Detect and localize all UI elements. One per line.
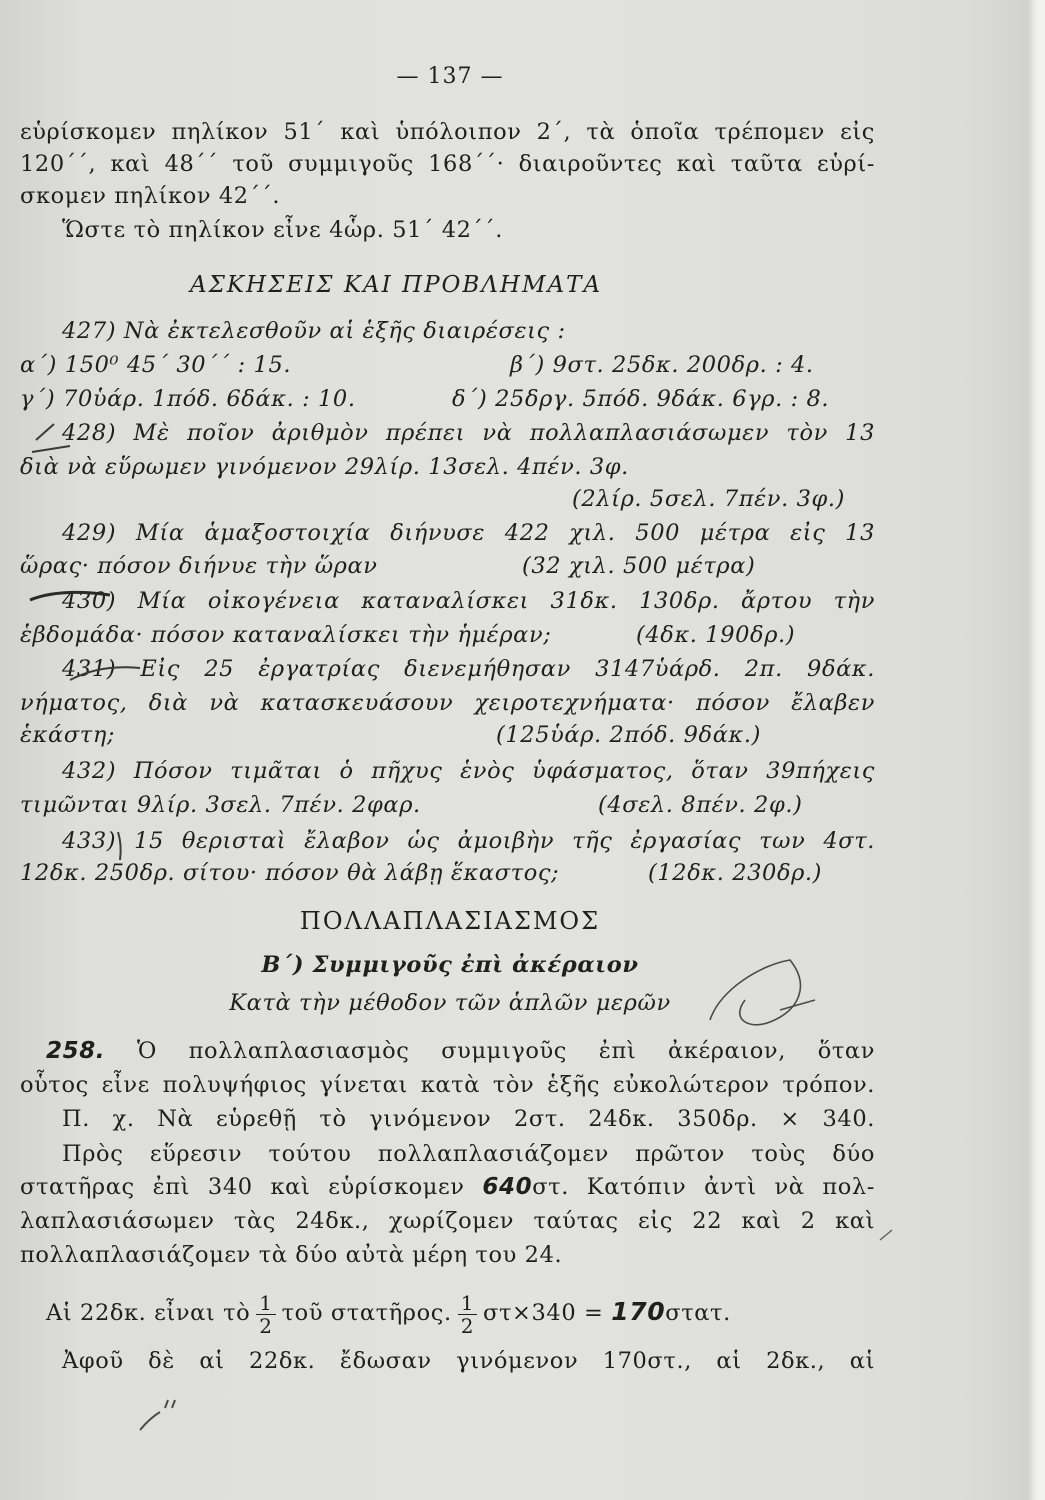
exercise-431-answer: (125ὑάρ. 2πόδ. 9δάκ.) [496, 722, 761, 748]
para-258-line-8-b: τοῦ στατῆρος. [281, 1300, 452, 1326]
para-258-line-3: Π. χ. Νὰ εὑρεθῇ τὸ γινόμενον 2στ. 24δκ. 350δρ. × 340. [62, 1106, 875, 1132]
fraction-numerator-2: 1 [458, 1292, 477, 1315]
para-258-line-1-text: Ὁ πολλαπλασιασμὸς συμμιγοῦς ἐπὶ ἀκέραιον, ὅταν [136, 1038, 875, 1064]
exercise-431-line-2: νήματος, διὰ νὰ κατασκευάσουν χειροτεχνήματα· πόσον ἔλαβεν [20, 690, 875, 716]
intro-line-4: Ὥστε τὸ πηλίκον εἶνε 4ὧρ. 51΄ 42΄΄. [62, 217, 503, 243]
para-258-line-5-c: στ. Κατόπιν ἀντὶ νὰ πολ- [532, 1174, 875, 1200]
pencil-mark-428 [32, 424, 70, 452]
exercises-heading: ΑΣΚΗΣΕΙΣ ΚΑΙ ΠΡΟΒΛΗΜΑΤΑ [190, 272, 603, 298]
exercise-428-line-1: 428) Μὲ ποῖον ἀριθμὸν πρέπει νὰ πολλαπλασιάσωμεν τὸν 13 [62, 420, 875, 446]
para-258-line-9: Ἀφοῦ δὲ αἱ 22δκ. ἔδωσαν γινόμενον 170στ., αἱ 2δκ., αἱ [62, 1348, 875, 1374]
pencil-mark-430 [30, 592, 110, 600]
pencil-mark-margin [880, 1230, 892, 1240]
fraction-denominator-2: 2 [460, 1313, 475, 1338]
section-title: ΠΟΛΛΑΠΛΑΣΙΑΣΜΟΣ [299, 907, 601, 935]
para-258-line-6: λαπλασιάσωμεν τὰς 24δκ., χωρίζομεν ταύτας εἰς 22 καὶ 2 καὶ [20, 1208, 875, 1234]
exercise-427-a: α΄) 150⁰ 45΄ 30΄΄ : 15. [20, 352, 292, 378]
intro-line-3: σκομεν πηλίκον 42΄΄. [20, 183, 281, 209]
page-number: — 137 — [396, 64, 504, 89]
result-170: 170 [611, 1297, 666, 1326]
exercise-427-heading: 427) Νὰ ἐκτελεσθοῦν αἱ ἑξῆς διαιρέσεις : [62, 318, 566, 344]
pencil-mark-433 [118, 832, 121, 860]
exercise-432-line-2: τιμῶνται 9λίρ. 3σελ. 7πέν. 2φαρ. [20, 792, 421, 818]
para-258-line-2: οὗτος εἶνε πολυψήφιος γίνεται κατὰ τὸν ἑξῆς εὐκολώτερον τρόπον. [20, 1072, 875, 1098]
result-640: 640 [482, 1174, 533, 1200]
para-258-line-5-a: στατῆρας ἐπὶ 340 καὶ εὑρίσκομεν [20, 1174, 465, 1200]
exercise-432-answer: (4σελ. 8πέν. 2φ.) [598, 792, 803, 818]
handwritten-signature [710, 960, 815, 1025]
para-258-line-8-e: στατ. [665, 1300, 731, 1326]
exercise-427-d: δ΄) 25δργ. 5πόδ. 9δάκ. 6γρ. : 8. [452, 386, 830, 412]
exercise-431-line-3: ἑκάστη; [20, 722, 116, 748]
para-258-line-8-c: στ×340 = [483, 1300, 604, 1326]
exercise-427-c: γ΄) 70ὑάρ. 1πόδ. 6δάκ. : 10. [20, 386, 356, 412]
section-subtitle: Β΄) Συμμιγοῦς ἐπὶ ἀκέραιον [261, 952, 639, 978]
exercise-430-answer: (4δκ. 190δρ.) [636, 622, 796, 648]
exercise-429-answer: (32 χιλ. 500 μέτρα) [522, 553, 756, 579]
exercise-427-b: β΄) 9στ. 25δκ. 200δρ. : 4. [510, 352, 814, 378]
pencil-mark-431 [70, 667, 140, 680]
intro-line-2: 120΄΄, καὶ 48΄΄ τοῦ συμμιγοῦς 168΄΄· διαιροῦντες καὶ ταῦτα εὑρί- [20, 151, 875, 177]
fraction-numerator: 1 [256, 1292, 275, 1315]
fraction-denominator: 2 [259, 1313, 273, 1338]
exercise-431-line-1: 431) Εἰς 25 ἐργατρίας διενεμήθησαν 3147ὑάρδ. 2π. 9δάκ. [62, 656, 875, 682]
exercise-433-answer: (12δκ. 230δρ.) [648, 860, 823, 886]
exercise-433-line-1: 433) 15 θερισταὶ ἔλαβον ὡς ἀμοιβὴν τῆς ἐργασίας των 4στ. [62, 828, 875, 854]
exercise-430-line-1: 430) Μία οἰκογένεια καταναλίσκει 31δκ. 130δρ. ἄρτου τὴν [62, 588, 875, 614]
para-258-line-4: Πρὸς εὕρεσιν τούτου πολλαπλασιάζομεν πρῶτον τοὺς δύο [62, 1141, 875, 1167]
para-258-line-7: πολλαπλασιάζομεν τὰ δύο αὐτὰ μέρη του 24. [20, 1242, 563, 1268]
exercise-429-line-2: ὥρας· πόσον διήνυε τὴν ὥραν [20, 553, 378, 579]
intro-line-1: εὑρίσκομεν πηλίκον 51΄ καὶ ὑπόλοιπον 2΄, τὰ ὁποῖα τρέπομεν εἰς [20, 119, 875, 145]
exercise-429-line-1: 429) Μία ἁμαξοστοιχία διήνυσε 422 χιλ. 500 μέτρα εἰς 13 [62, 520, 875, 546]
exercise-428-line-2: διὰ νὰ εὕρωμεν γινόμενον 29λίρ. 13σελ. 4πέν. 3φ. [20, 454, 629, 480]
para-258-line-8-a: Αἱ 22δκ. εἶναι τὸ [46, 1300, 251, 1326]
pencil-mark-bottom [140, 1400, 175, 1430]
section-method: Κατὰ τὴν μέθοδον τῶν ἁπλῶν μερῶν [229, 990, 671, 1016]
exercise-430-line-2: ἑβδομάδα· πόσον καταναλίσκει τὴν ἡμέραν; [20, 622, 552, 648]
exercise-433-line-2: 12δκ. 250δρ. σίτου· πόσον θὰ λάβῃ ἕκαστος; [20, 860, 560, 886]
para-258-number: 258. [46, 1038, 106, 1064]
exercise-432-line-1: 432) Πόσον τιμᾶται ὁ πῆχυς ἑνὸς ὑφάσματος, ὅταν 39πήχεις [62, 758, 875, 784]
exercise-428-answer: (2λίρ. 5σελ. 7πέν. 3φ.) [572, 486, 845, 512]
